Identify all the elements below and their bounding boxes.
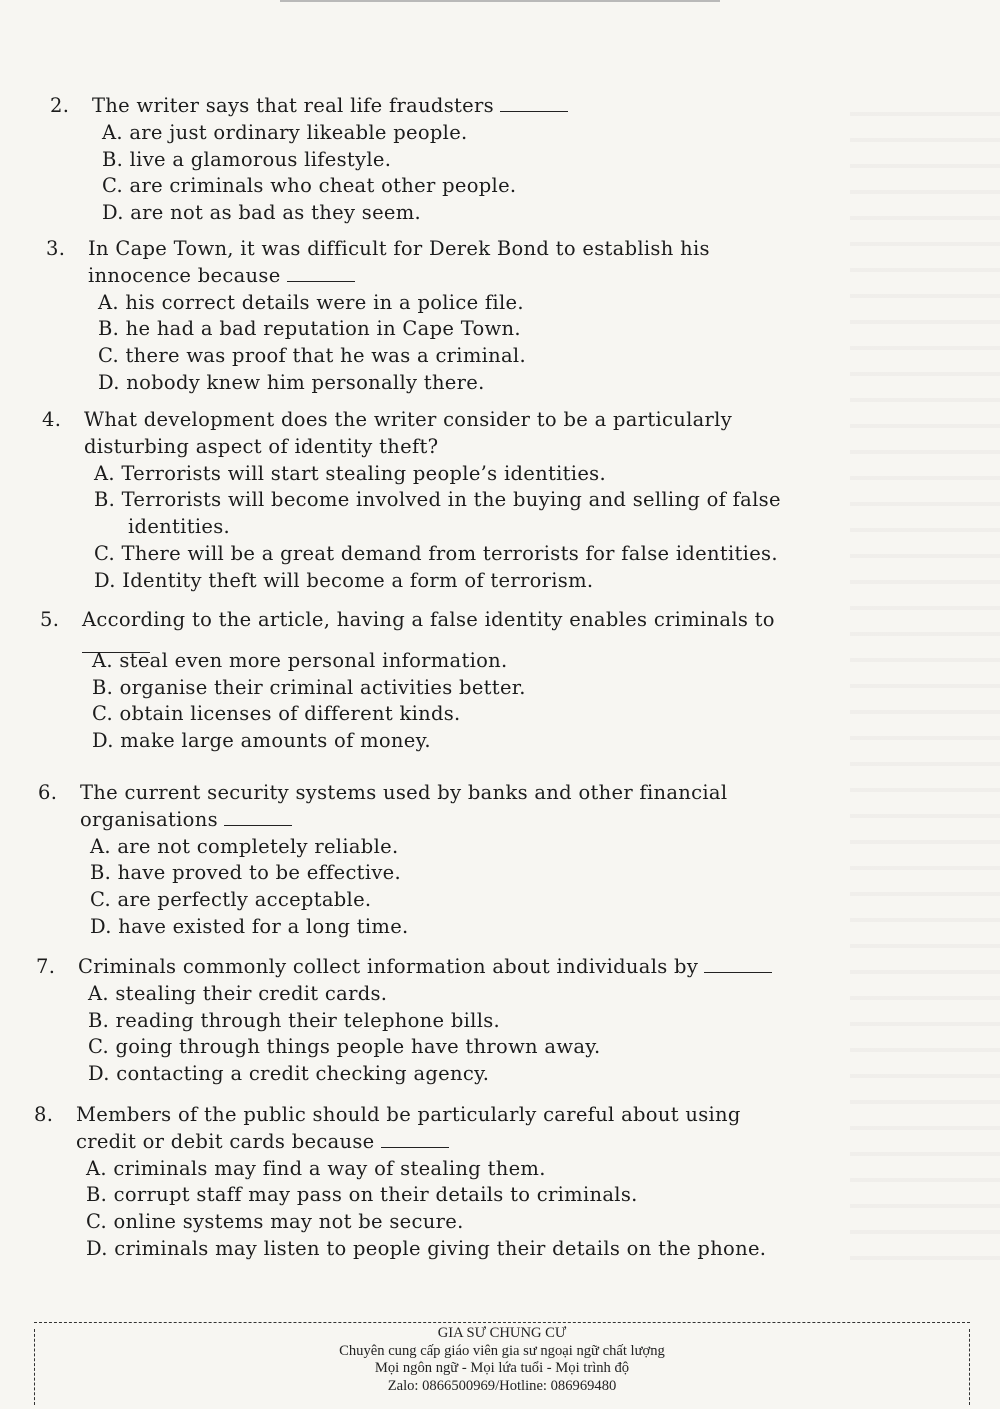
question-stem-line [92,93,568,120]
question-number: 5. [40,608,60,631]
footer-contact: Zalo: 0866500969/Hotline: 086969480 [387,1377,617,1394]
question-stem [34,1102,766,1156]
option-text: D. criminals may listen to people giving their details on the phone. [86,1236,767,1260]
stem-text: organisations [80,807,218,831]
question-stem [40,607,775,648]
question-stem-line [88,263,710,290]
option-text-continued: identities. [128,515,231,539]
stem-text: What development does the writer consider to be a particularly [84,408,733,431]
option-text: A. Terrorists will start stealing people’s identities. [94,461,606,485]
answer-option-c [94,541,781,568]
answer-blank [500,93,568,112]
answer-option-a [92,648,775,675]
answer-option-d [90,914,727,941]
option-text: A. are just ordinary likeable people. [102,120,468,144]
question-stem [38,780,727,834]
answer-option-b [94,487,781,541]
question-stem-line [88,236,710,263]
question-number: 6. [38,781,58,804]
option-text: B. Terrorists will become involved in the buying and selling of false [94,488,781,512]
footer-text [34,1325,970,1395]
answer-option-a [90,834,727,861]
question-stem-line [80,807,727,834]
answer-options [38,834,727,941]
question-stem-line [82,607,775,634]
question-stem [50,93,568,120]
answer-option-d [94,568,781,595]
question-stem-line [76,1102,766,1129]
answer-options [36,981,772,1088]
stem-text: Criminals commonly collect information about individuals by [78,955,699,978]
answer-options [42,461,781,595]
stem-text: Members of the public should be particularly careful about using [76,1103,741,1126]
option-text: A. stealing their credit cards. [88,981,388,1005]
footer-subtitle: Mọi ngôn ngữ - Mọi lứa tuổi - Mọi trình độ [374,1360,630,1376]
answer-option-b [98,316,710,343]
option-text: C. are criminals who cheat other people. [102,174,517,198]
bleed-through-shadow [850,90,1000,1270]
question-number: 2. [50,94,70,117]
stem-text: The current security systems used by banks and other financial [80,781,728,804]
answer-options [50,120,568,227]
answer-option-d [102,200,568,227]
answer-option-c [88,1034,772,1061]
answer-option-b [90,860,727,887]
option-text: B. reading through their telephone bills. [88,1008,501,1032]
answer-blank [287,263,355,282]
answer-option-b [92,675,775,702]
question-number: 4. [42,408,62,431]
option-text: D. contacting a credit checking agency. [88,1062,490,1086]
question-7 [36,954,772,1088]
question-number: 8. [34,1103,54,1126]
answer-option-c [92,701,775,728]
option-text: D. are not as bad as they seem. [102,201,422,225]
answer-option-c [86,1209,766,1236]
answer-blank [381,1129,449,1148]
answer-option-a [94,461,781,488]
answer-option-a [88,981,772,1008]
option-text: C. there was proof that he was a criminal. [98,344,526,368]
question-5 [40,607,775,755]
option-text: B. corrupt staff may pass on their details to criminals. [86,1183,638,1207]
answer-option-b [102,147,568,174]
option-text: D. make large amounts of money. [92,729,431,753]
stem-text: In Cape Town, it was difficult for Derek Bond to establish his [88,237,710,260]
stem-text: credit or debit cards because [76,1129,375,1153]
question-stem-line [78,954,772,981]
question-6 [38,780,727,941]
answer-option-d [88,1061,772,1088]
question-stem-line [84,407,781,434]
question-stem-line [84,434,781,461]
option-text: B. live a glamorous lifestyle. [102,147,392,171]
answer-option-c [90,887,727,914]
question-3 [46,236,710,397]
question-4 [42,407,781,595]
option-text: C. online systems may not be secure. [86,1210,464,1234]
option-text: D. Identity theft will become a form of terrorism. [94,568,594,592]
question-number: 3. [46,237,66,260]
stem-text: innocence because [88,263,281,287]
option-text: B. have proved to be effective. [90,861,402,885]
option-text: C. going through things people have thrown away. [88,1035,601,1059]
question-stem-line [82,634,775,648]
option-text: A. steal even more personal information. [92,648,508,672]
option-text: C. are perfectly acceptable. [90,888,372,912]
footer-title: GIA SƯ CHUNG CƯ [437,1325,567,1341]
question-stem-line [80,780,727,807]
answer-option-d [98,370,710,397]
option-text: B. he had a bad reputation in Cape Town. [98,317,521,341]
question-stem [36,954,772,981]
answer-option-a [86,1156,766,1183]
question-stem [42,407,781,461]
answer-options [46,290,710,397]
stem-text: The writer says that real life fraudsters [92,94,494,117]
question-stem [46,236,710,290]
footer-box [34,1322,970,1404]
footer-tagline: Chuyên cung cấp giáo viên gia sư ngoại ngữ chất lượng [339,1342,665,1359]
answer-option-a [102,120,568,147]
answer-options [40,648,775,755]
option-text: D. have existed for a long time. [90,914,409,938]
option-text: B. organise their criminal activities better. [92,675,526,699]
answer-options [34,1156,766,1263]
option-text: A. his correct details were in a police file. [98,290,524,314]
option-text: D. nobody knew him personally there. [98,370,485,394]
answer-option-a [98,290,710,317]
question-2 [50,93,568,227]
answer-option-d [86,1236,766,1263]
option-text: A. criminals may find a way of stealing them. [86,1156,546,1180]
answer-option-b [88,1008,772,1035]
stem-text: According to the article, having a false identity enables criminals to [82,608,775,631]
scan-top-edge [280,0,720,2]
question-number: 7. [36,955,56,978]
answer-blank [704,954,772,973]
answer-option-c [102,173,568,200]
answer-blank [224,807,292,826]
option-text: C. There will be a great demand from terrorists for false identities. [94,541,778,565]
question-stem-line [76,1129,766,1156]
answer-option-d [92,728,775,755]
option-text: A. are not completely reliable. [90,834,399,858]
answer-option-b [86,1182,766,1209]
question-8 [34,1102,766,1263]
stem-text: disturbing aspect of identity theft? [84,434,439,458]
option-text: C. obtain licenses of different kinds. [92,702,461,726]
answer-option-c [98,343,710,370]
